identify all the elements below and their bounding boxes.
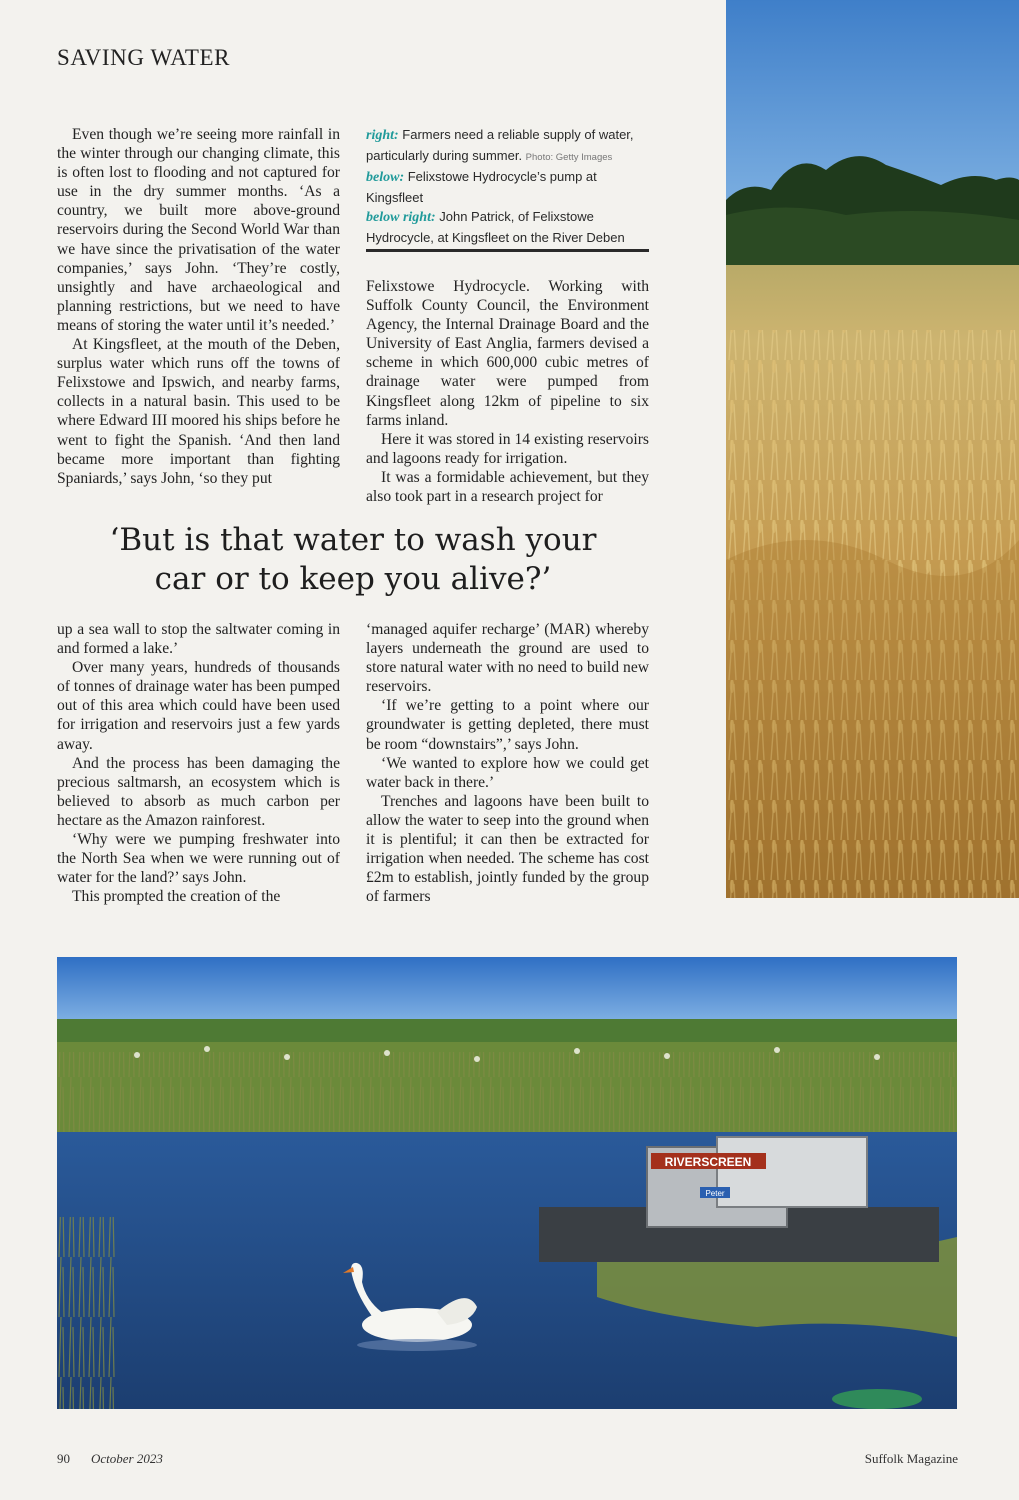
article-paragraph: ‘Why were we pumping freshwater into the North Sea when we were running out of water for the land?’ says John. <box>57 831 340 887</box>
article-paragraph: ‘If we’re getting to a point where our groundwater is getting depleted, there must be room “downstairs”,’ says John. <box>366 697 649 753</box>
article-paragraph: Trenches and lagoons have been built to allow the water to seep into the ground when it is plentiful; it can then be extracted for irrigation when needed. The scheme has cost £2m to establish, jointly funded by the group of farmers <box>366 792 649 906</box>
photo-credit: Photo: Getty Images <box>525 151 613 163</box>
section-title: SAVING WATER <box>57 45 231 70</box>
issue-date: October 2023 <box>91 1451 163 1466</box>
article-paragraph: up a sea wall to stop the saltwater coming in and formed a lake.’ <box>57 621 340 658</box>
wheat-field-illustration <box>726 0 1019 898</box>
magazine-name: Suffolk Magazine <box>864 1451 958 1466</box>
caption-text: Felixstowe Hydrocycle’s pump at Kingsfleet <box>366 169 597 205</box>
pump-tag-label: Peter <box>705 1189 725 1198</box>
river-illustration <box>57 957 957 1409</box>
article-paragraph: Even though we’re seeing more rainfall in the winter through our changing climate, this is often lost to flooding and not captured for use in the dry summer months. ‘As a country, we built more above-ground reservoirs during the Second World War than we have since the privatisation of the water companies,’ says John. ‘They’re costly, unsightly and have archaeological and planning restrictions, but we need to have means of storing the water until it’s needed.’ <box>57 126 340 334</box>
caption-text: Farmers need a reliable supply of water, particularly during summer. <box>366 127 634 163</box>
article-paragraph: Over many years, hundreds of thousands of tonnes of drainage water has been pumped out of this area which could have been used for irrigation and reservoirs just a few yards away. <box>57 659 340 753</box>
article-paragraph: At Kingsfleet, at the mouth of the Deben, surplus water which runs off the towns of Felixstowe and Ipswich, and nearby farms, collects in a natural basin. This used to be where Edward III moored his ships before he went to fight the Spanish. ‘And then land became more important than fighting Spaniards,’ says John, ‘so they put <box>57 336 340 487</box>
article-paragraph: Here it was stored in 14 existing reservoirs and lagoons ready for irrigation. <box>366 430 649 467</box>
article-paragraph: Felixstowe Hydrocycle. Working with Suffolk County Council, the Environment Agency, the Internal Drainage Board and the University of East Anglia, farmers devised a scheme in which 600,000 cubic metres of drainage water were pumped from Kingsfleet along 12km of pipeline to six farms inland. <box>366 278 649 429</box>
article-column-left-bottom <box>57 620 340 906</box>
article-paragraph: ‘We wanted to explore how we could get water back in there.’ <box>366 754 649 791</box>
river-pump-photo <box>57 957 957 1409</box>
photo-captions <box>366 125 649 247</box>
caption-label: below right: <box>366 210 436 225</box>
caption-label: below: <box>366 170 405 185</box>
article-paragraph: This prompted the creation of the <box>72 888 281 906</box>
caption-right <box>366 125 649 167</box>
caption-text: John Patrick, of Felixstowe Hydrocycle, at Kingsfleet on the River Deben <box>366 209 625 245</box>
caption-label: right: <box>366 128 399 143</box>
pull-quote-line: ‘But is that water to wash your <box>109 522 597 558</box>
article-column-right-bottom <box>366 620 649 906</box>
caption-divider <box>366 249 649 252</box>
pull-quote <box>57 521 649 599</box>
caption-below <box>366 167 649 207</box>
article-column-right-top <box>366 277 649 506</box>
article-paragraph: And the process has been damaging the precious saltmarsh, an ecosystem which is believed to absorb as much carbon per hectare as the Amazon rainforest. <box>57 754 340 829</box>
article-paragraph: ‘managed aquifer recharge’ (MAR) whereby layers underneath the ground are used to store natural water with no need to build new reservoirs. <box>366 621 649 696</box>
page-number: 90 <box>57 1451 70 1466</box>
riverscreen-label: RIVERSCREEN <box>664 1155 752 1169</box>
article-column-left-top <box>57 125 340 488</box>
wheat-field-photo <box>726 0 1019 898</box>
article-paragraph: It was a formidable achievement, but they also took part in a research project for <box>366 468 649 506</box>
pull-quote-line: car or to keep you alive?’ <box>154 561 552 597</box>
caption-below-right <box>366 207 649 247</box>
